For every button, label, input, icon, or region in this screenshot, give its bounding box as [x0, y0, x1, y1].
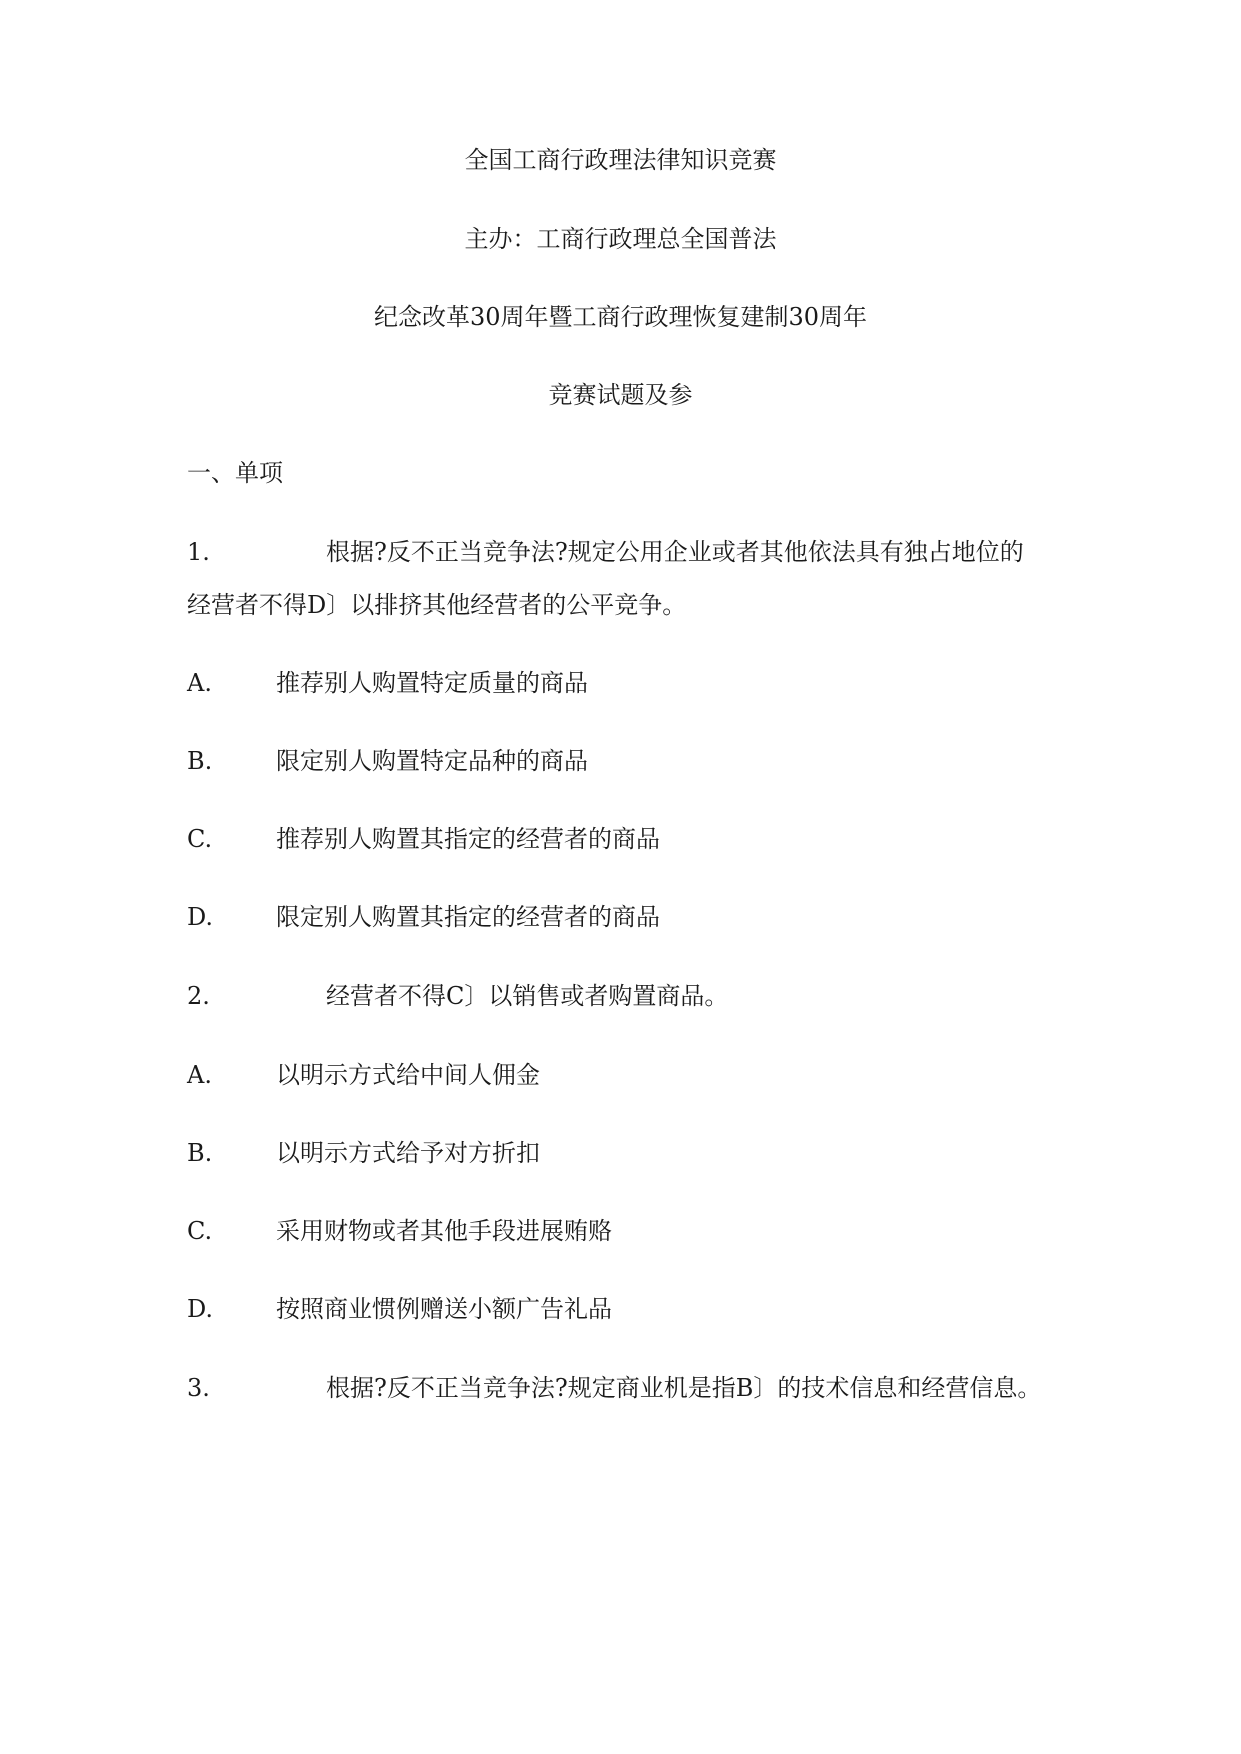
organizer-line: 主办：工商行政理总全国普法 — [464, 225, 777, 253]
option-text: 以明示方式给予对方折扣 — [276, 1139, 540, 1167]
document-title: 全国工商行政理法律知识竞赛 — [464, 146, 777, 174]
option-letter: D. — [187, 1295, 214, 1323]
option-text: 按照商业惯例赠送小额广告礼品 — [276, 1295, 612, 1323]
option-text: 限定别人购置其指定的经营者的商品 — [276, 903, 660, 931]
option-letter: D. — [187, 903, 214, 931]
question-number: 3. — [187, 1374, 210, 1402]
question-text: 经营者不得C〕以销售或者购置商品。 — [326, 982, 729, 1010]
option-text: 推荐别人购置其指定的经营者的商品 — [276, 825, 660, 853]
option-letter: B. — [187, 1139, 213, 1167]
option-text: 采用财物或者其他手段进展贿赂 — [276, 1217, 612, 1245]
option-letter: C. — [187, 1217, 213, 1245]
section-heading: 一、单项 — [187, 459, 283, 487]
question-text: 根据?反不正当竞争法?规定公用企业或者其他依法具有独占地位的 — [326, 538, 1024, 566]
question-number: 1. — [187, 538, 210, 566]
option-letter: A. — [187, 669, 212, 697]
document-subtitle: 竞赛试题及参 — [548, 381, 693, 409]
commemoration-line: 纪念改革30周年暨工商行政理恢复建制30周年 — [373, 303, 868, 331]
option-text: 推荐别人购置特定质量的商品 — [276, 669, 588, 697]
option-letter: B. — [187, 747, 213, 775]
question-text: 根据?反不正当竞争法?规定商业机是指B〕的技术信息和经营信息。 — [326, 1374, 1042, 1402]
option-text: 限定别人购置特定品种的商品 — [276, 747, 588, 775]
question-number: 2. — [187, 982, 210, 1010]
question-text-continued: 经营者不得D〕以排挤其他经营者的公平竞争。 — [187, 591, 687, 619]
option-text: 以明示方式给中间人佣金 — [276, 1061, 540, 1089]
option-letter: C. — [187, 825, 213, 853]
option-letter: A. — [187, 1061, 212, 1089]
